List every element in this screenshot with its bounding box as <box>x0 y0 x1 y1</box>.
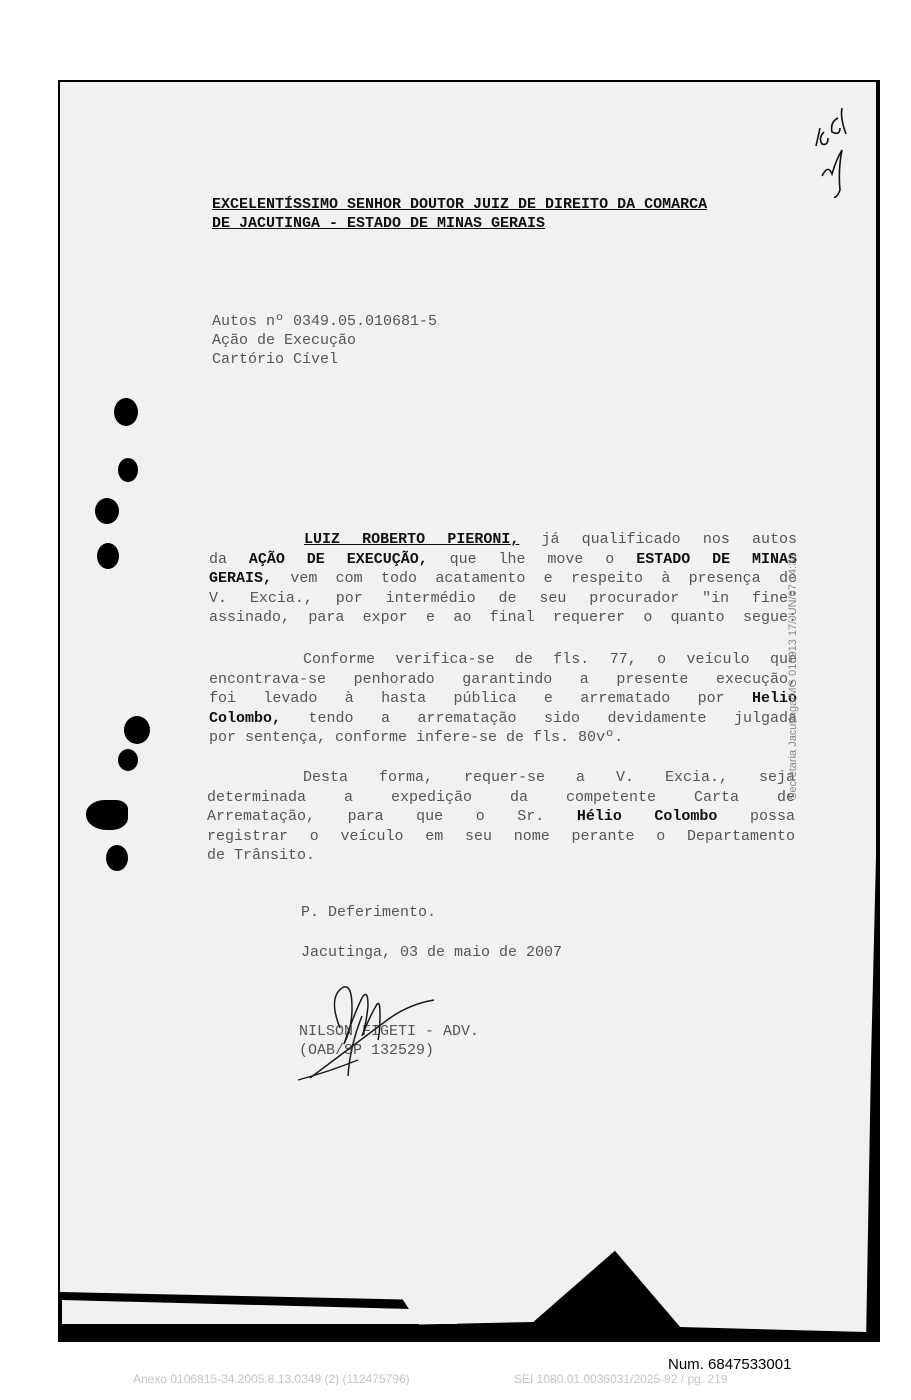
punch-hole <box>95 498 119 524</box>
plaintiff-name: GERAIS, <box>209 570 273 587</box>
handwritten-page-number <box>808 98 856 198</box>
punch-hole <box>124 716 150 744</box>
plaintiff-name: ESTADO DE MINAS <box>636 550 797 568</box>
court-address-line-1: EXCELENTÍSSIMO SENHOR DOUTOR JUIZ DE DIREITO DA COMARCA <box>212 196 708 213</box>
party-name: LUIZ ROBERTO PIERONI, <box>304 531 520 548</box>
paragraph-request <box>207 768 795 866</box>
text-run: da <box>209 550 249 568</box>
paragraph-line <box>209 689 797 709</box>
buyer-name: Colombo, <box>209 709 282 727</box>
paragraph-line: Conforme verifica-se de fls. 77, o veículo que <box>303 651 797 668</box>
lawyer-registration: (OAB/SP 132529) <box>299 1042 435 1059</box>
buyer-name: Helio <box>751 690 797 707</box>
paragraph-line: registrar o veículo em seu nome perante o Departamento <box>207 827 795 845</box>
sei-reference: SEI 1080.01.0036031/2025-92 / pg. 219 <box>514 1372 728 1386</box>
punch-hole <box>118 749 138 771</box>
punch-hole <box>106 845 128 871</box>
place-date: Jacutinga, 03 de maio de 2007 <box>301 944 563 961</box>
closing-deferimento: P. Deferimento. <box>301 904 437 921</box>
paragraph-line: de Trânsito. <box>207 847 316 864</box>
paragraph-line: encontrava-se penhorado garantindo a presente execução, <box>209 670 797 688</box>
paragraph-line: V. Excia., por intermédio de seu procurador "in fine" <box>209 589 797 607</box>
paragraph-line <box>209 550 797 570</box>
annex-reference: Anexo 0106815-34.2005.8.13.0349 (2) (112475796) <box>133 1372 410 1386</box>
paragraph-line <box>209 709 797 729</box>
paragraph-line: por sentença, conforme infere-se de fls. 80vº. <box>209 729 624 746</box>
lawyer-name: NILSON FIGETI - ADV. <box>299 1023 480 1040</box>
text-run: vem com todo acatamento e respeito à presença de <box>272 570 797 587</box>
text-run: foi levado à hasta pública e arrematado por <box>209 690 752 707</box>
paragraph-intro <box>209 530 797 628</box>
text-run: possa <box>717 808 795 825</box>
paragraph-line: assinado, para expor e ao final requerer o quanto segue: <box>209 609 797 626</box>
paragraph-line <box>207 807 795 827</box>
action-type: Ação de Execução <box>212 332 357 349</box>
punch-hole <box>97 543 119 569</box>
action-name: AÇÃO DE EXECUÇÃO, <box>248 550 428 568</box>
paragraph-line <box>209 569 797 589</box>
paragraph-facts <box>209 650 797 748</box>
buyer-name: Hélio Colombo <box>576 808 718 825</box>
punch-hole <box>114 398 138 426</box>
protocol-stamp: Secretaria Jacutinga/MG 016913 17/JUN/07 14:38 <box>787 553 799 800</box>
registry-office: Cartório Cível <box>212 351 339 368</box>
paragraph-line: Desta forma, requer-se a V. Excia., seja <box>303 769 795 786</box>
case-number: Autos nº 0349.05.010681-5 <box>212 313 438 330</box>
punch-hole <box>86 800 128 830</box>
court-address-line-2: DE JACUTINGA - ESTADO DE MINAS GERAIS <box>212 215 546 232</box>
text-run: tendo a arrematação sido devidamente julgada <box>281 709 797 727</box>
document-number: Num. 6847533001 <box>668 1356 792 1373</box>
paragraph-line: determinada a expedição da competente Carta de <box>207 788 795 806</box>
text-run: que lhe move o <box>427 550 637 568</box>
text-run: Arrematação, para que o Sr. <box>207 808 577 825</box>
text-run: já qualificado nos autos <box>519 531 797 548</box>
paragraph-line <box>209 530 797 550</box>
handwritten-signature <box>290 968 450 1088</box>
punch-hole <box>118 458 138 482</box>
